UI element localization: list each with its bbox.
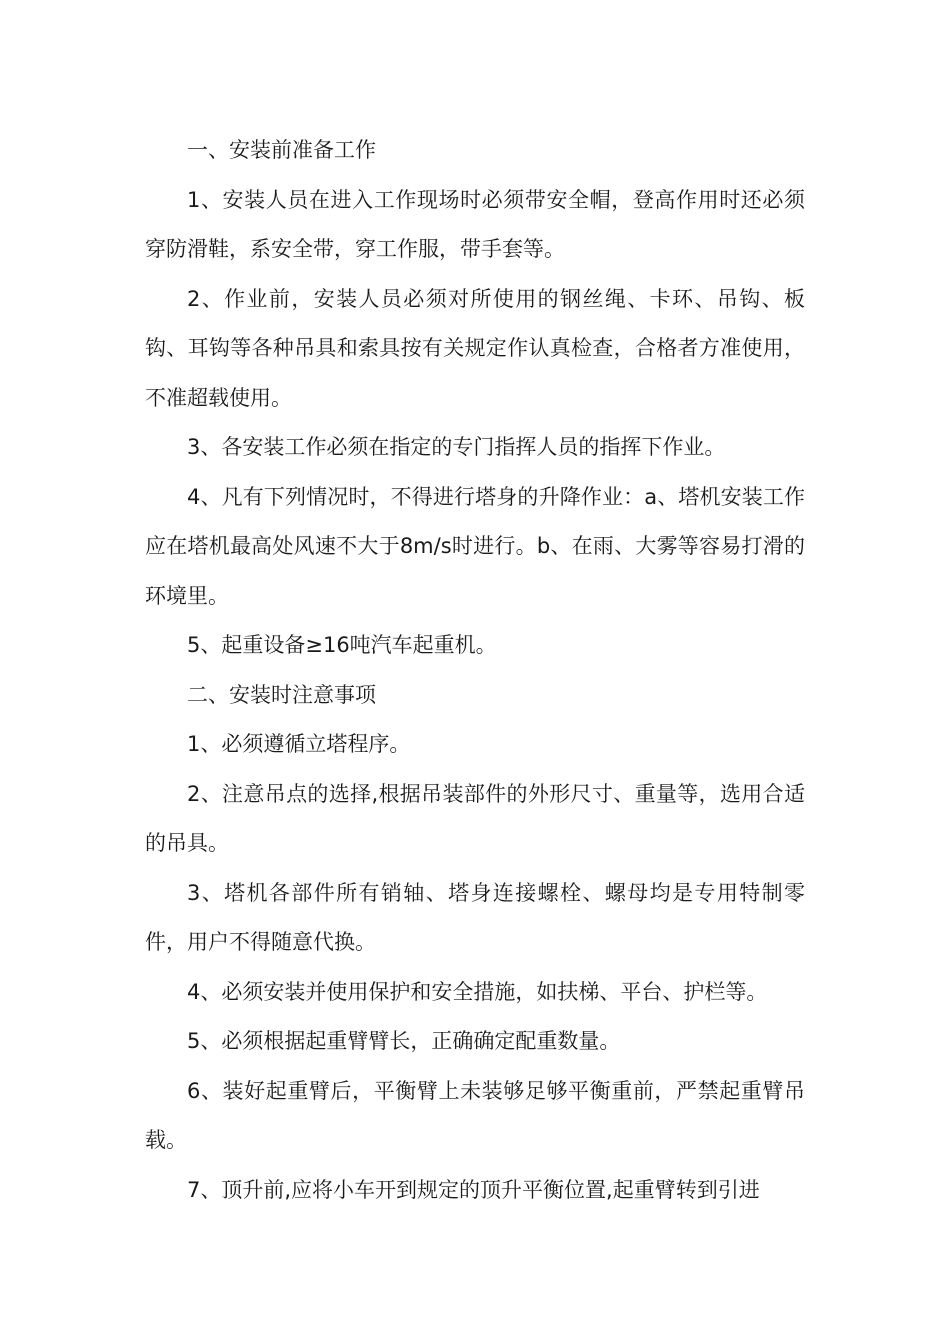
paragraph: 5、起重设备≥16吨汽车起重机。 <box>187 633 497 657</box>
paragraph: 2、作业前，安装人员必须对所使用的钢丝绳、卡环、吊钩、板钩、耳钩等各种吊具和索具按有关规定作认真检查，合格者方准使用，不准超载使用。 <box>145 286 805 410</box>
section-heading-2: 二、安装时注意事项 <box>187 682 376 707</box>
paragraph: 4、凡有下列情况时，不得进行塔身的升降作业：a、塔机安装工作应在塔机最高处风速不大于8m/s时进行。b、在雨、大雾等容易打滑的环境里。 <box>145 484 805 608</box>
paragraph: 1、必须遵循立塔程序。 <box>187 732 411 756</box>
paragraph: 4、必须安装并使用保护和安全措施，如扶梯、平台、护栏等。 <box>187 979 768 1004</box>
paragraph: 3、塔机各部件所有销轴、塔身连接螺栓、螺母均是专用特制零件，用户不得随意代换。 <box>145 880 805 954</box>
paragraph: 1、安装人员在进入工作现场时必须带安全帽，登高作用时还必须穿防滑鞋，系安全带，穿工作服，带手套等。 <box>145 187 805 261</box>
paragraph: 5、必须根据起重臂臂长，正确确定配重数量。 <box>187 1029 621 1053</box>
paragraph: 7、顶升前,应将小车开到规定的顶升平衡位置,起重臂转到引进 <box>187 1177 760 1202</box>
document-body <box>145 126 805 1215</box>
paragraph: 3、各安装工作必须在指定的专门指挥人员的指挥下作业。 <box>187 435 726 459</box>
paragraph: 6、装好起重臂后，平衡臂上未装够足够平衡重前，严禁起重臂吊载。 <box>145 1078 805 1152</box>
paragraph: 2、注意吊点的选择,根据吊装部件的外形尺寸、重量等，选用合适的吊具。 <box>145 781 805 855</box>
section-heading-1: 一、安装前准备工作 <box>187 138 376 162</box>
